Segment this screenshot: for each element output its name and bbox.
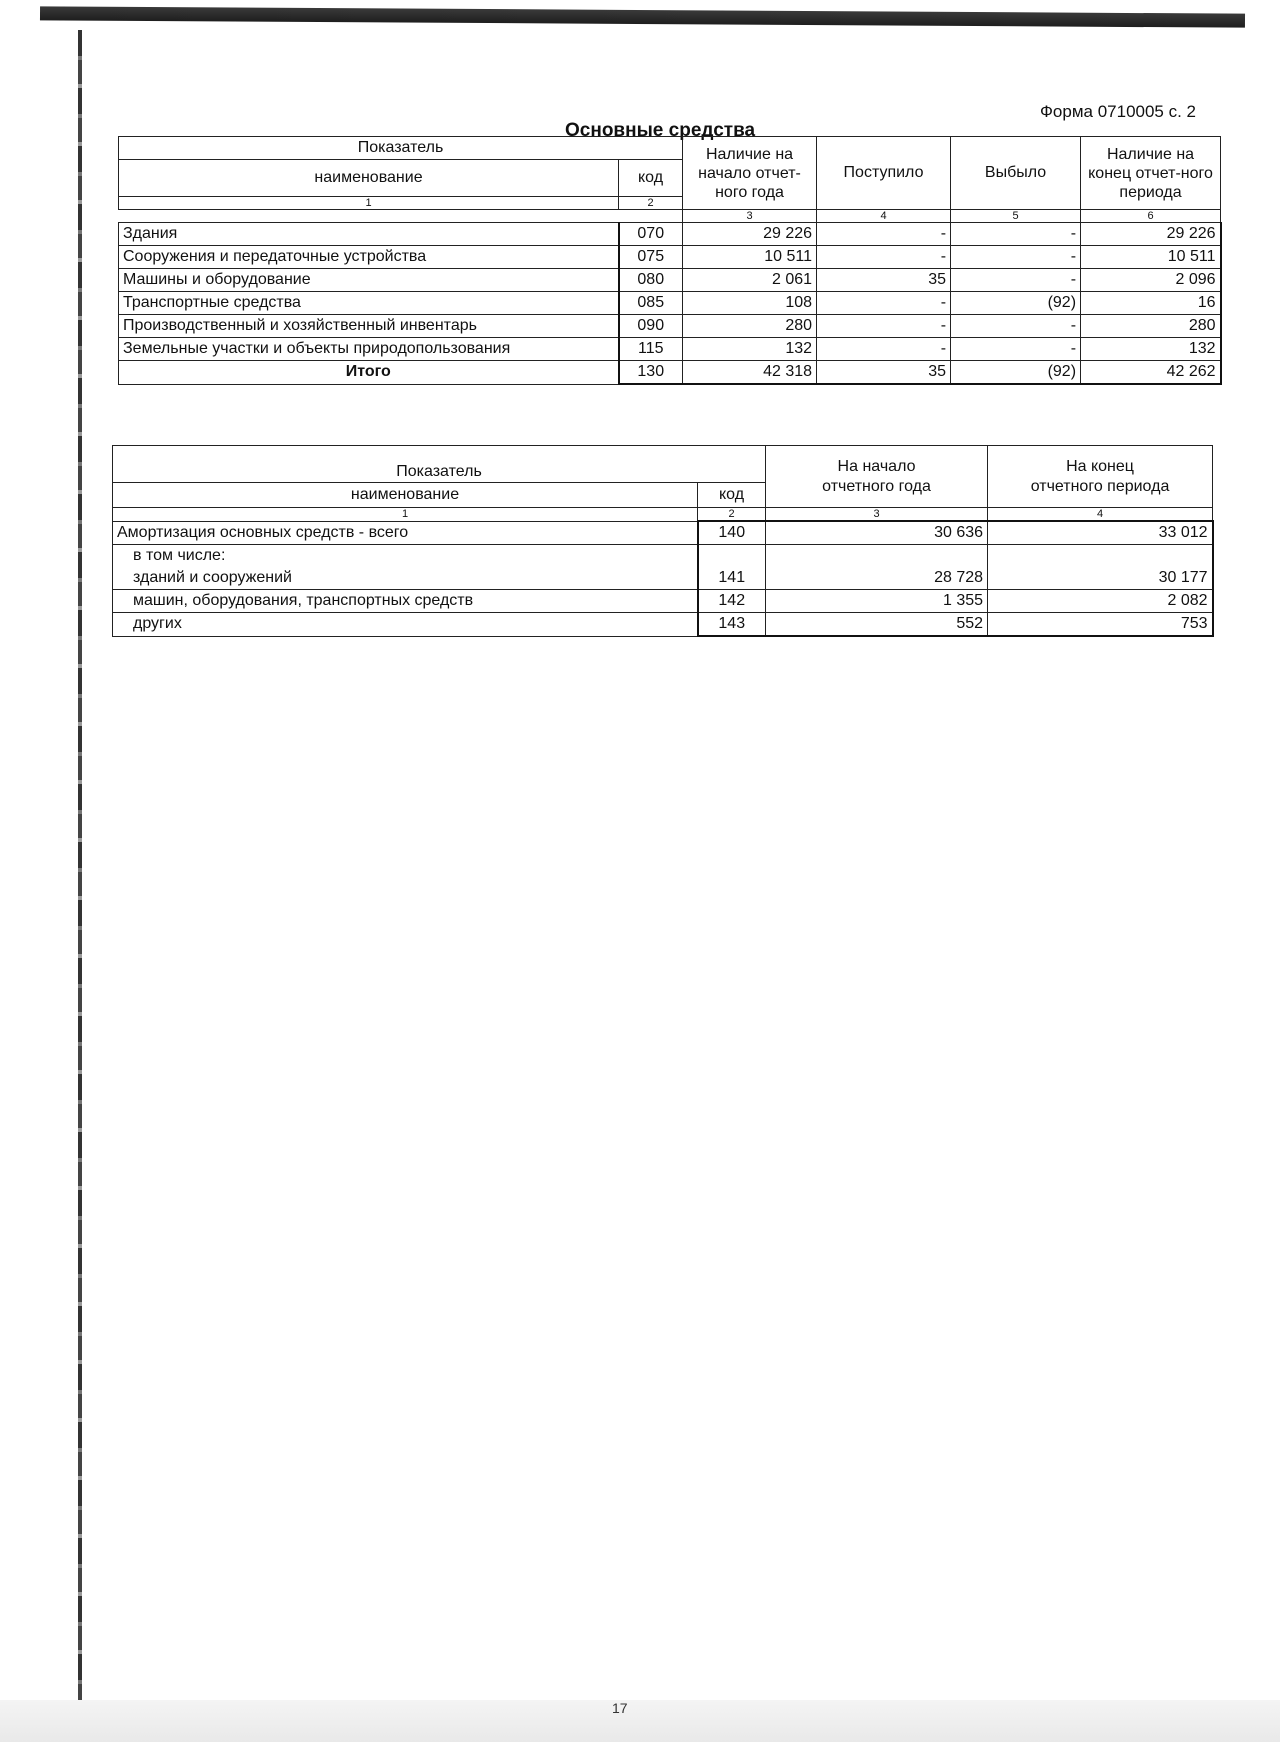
row-start: 280 <box>683 315 817 338</box>
colnum-1: 1 <box>113 508 698 522</box>
row-start: 29 226 <box>683 223 817 246</box>
row-end: 33 012 <box>988 521 1213 545</box>
colnum-2: 2 <box>619 197 683 210</box>
row-code: 141 <box>698 567 766 590</box>
colnum-3: 3 <box>766 508 988 522</box>
row-received: - <box>817 223 951 246</box>
header-name: наименование <box>113 483 698 508</box>
table-row <box>113 613 1213 637</box>
row-name: зданий и сооружений <box>113 567 698 590</box>
header-start: На начало отчетного года <box>766 446 988 508</box>
row-name: Итого <box>119 361 619 385</box>
row-disposed: (92) <box>951 292 1081 315</box>
row-end: 2 096 <box>1081 269 1221 292</box>
table-row <box>113 567 1213 590</box>
row-code: 130 <box>619 361 683 385</box>
row-name: Амортизация основных средств - всего <box>113 521 698 545</box>
row-code: 115 <box>619 338 683 361</box>
colnum-6: 6 <box>1081 210 1221 223</box>
row-code: 143 <box>698 613 766 637</box>
fixed-assets-table <box>118 136 1222 385</box>
row-start: 28 728 <box>766 567 988 590</box>
colnum-3: 3 <box>683 210 817 223</box>
row-received: - <box>817 292 951 315</box>
page-number: 17 <box>612 1700 628 1716</box>
colnum-5: 5 <box>951 210 1081 223</box>
row-code: 090 <box>619 315 683 338</box>
colnum-4: 4 <box>988 508 1213 522</box>
header-end: На конец отчетного периода <box>988 446 1213 508</box>
header-indicator: Показатель <box>119 137 683 160</box>
row-received: - <box>817 246 951 269</box>
row-name: в том числе: <box>113 545 698 568</box>
row-end: 10 511 <box>1081 246 1221 269</box>
row-code: 080 <box>619 269 683 292</box>
row-received: 35 <box>817 269 951 292</box>
row-start: 108 <box>683 292 817 315</box>
table-row <box>113 590 1213 613</box>
row-end: 280 <box>1081 315 1221 338</box>
row-name: Транспортные средства <box>119 292 619 315</box>
document-title: Основные средства <box>565 120 756 141</box>
row-end: 16 <box>1081 292 1221 315</box>
colnum-4: 4 <box>817 210 951 223</box>
header-end: Наличие на конец отчет-ного периода <box>1081 137 1221 210</box>
row-name: других <box>113 613 698 637</box>
row-code: 140 <box>698 521 766 545</box>
header-disposed: Выбыло <box>951 137 1081 210</box>
scan-top-edge <box>40 6 1245 27</box>
row-start: 1 355 <box>766 590 988 613</box>
row-start: 10 511 <box>683 246 817 269</box>
row-name: Машины и оборудование <box>119 269 619 292</box>
table-row <box>119 246 1221 269</box>
row-end: 42 262 <box>1081 361 1221 385</box>
row-end <box>988 545 1213 568</box>
row-disposed: - <box>951 269 1081 292</box>
table-row <box>119 315 1221 338</box>
row-end: 30 177 <box>988 567 1213 590</box>
row-end: 29 226 <box>1081 223 1221 246</box>
scan-binding-edge <box>78 30 82 1700</box>
row-end: 753 <box>988 613 1213 637</box>
header-name: наименование <box>119 160 619 197</box>
depreciation-table <box>112 445 1214 637</box>
row-start: 132 <box>683 338 817 361</box>
row-name: машин, оборудования, транспортных средств <box>113 590 698 613</box>
row-disposed: - <box>951 246 1081 269</box>
scan-bottom-edge <box>0 1700 1280 1742</box>
header-code: код <box>619 160 683 197</box>
row-name: Сооружения и передаточные устройства <box>119 246 619 269</box>
table-row <box>119 338 1221 361</box>
header-start: Наличие на начало отчет-ного года <box>683 137 817 210</box>
row-disposed: - <box>951 223 1081 246</box>
row-start: 42 318 <box>683 361 817 385</box>
table-row <box>119 223 1221 246</box>
total-row <box>119 361 1221 385</box>
row-received: 35 <box>817 361 951 385</box>
row-start <box>766 545 988 568</box>
row-code <box>698 545 766 568</box>
row-code: 075 <box>619 246 683 269</box>
row-code: 085 <box>619 292 683 315</box>
row-disposed: - <box>951 315 1081 338</box>
row-start: 2 061 <box>683 269 817 292</box>
row-name: Производственный и хозяйственный инвентарь <box>119 315 619 338</box>
row-received: - <box>817 338 951 361</box>
colnum-1: 1 <box>119 197 619 210</box>
header-indicator: Показатель <box>113 446 766 483</box>
row-disposed: (92) <box>951 361 1081 385</box>
row-name: Здания <box>119 223 619 246</box>
table-row <box>119 269 1221 292</box>
row-name: Земельные участки и объекты природопользования <box>119 338 619 361</box>
row-start: 552 <box>766 613 988 637</box>
row-code: 070 <box>619 223 683 246</box>
header-code: код <box>698 483 766 508</box>
row-start: 30 636 <box>766 521 988 545</box>
row-received: - <box>817 315 951 338</box>
table-row <box>113 521 1213 545</box>
colnum-2: 2 <box>698 508 766 522</box>
table-row <box>113 545 1213 568</box>
form-label: Форма 0710005 с. 2 <box>1040 102 1197 121</box>
row-end: 2 082 <box>988 590 1213 613</box>
table-row <box>119 292 1221 315</box>
row-end: 132 <box>1081 338 1221 361</box>
row-code: 142 <box>698 590 766 613</box>
header-received: Поступило <box>817 137 951 210</box>
row-disposed: - <box>951 338 1081 361</box>
